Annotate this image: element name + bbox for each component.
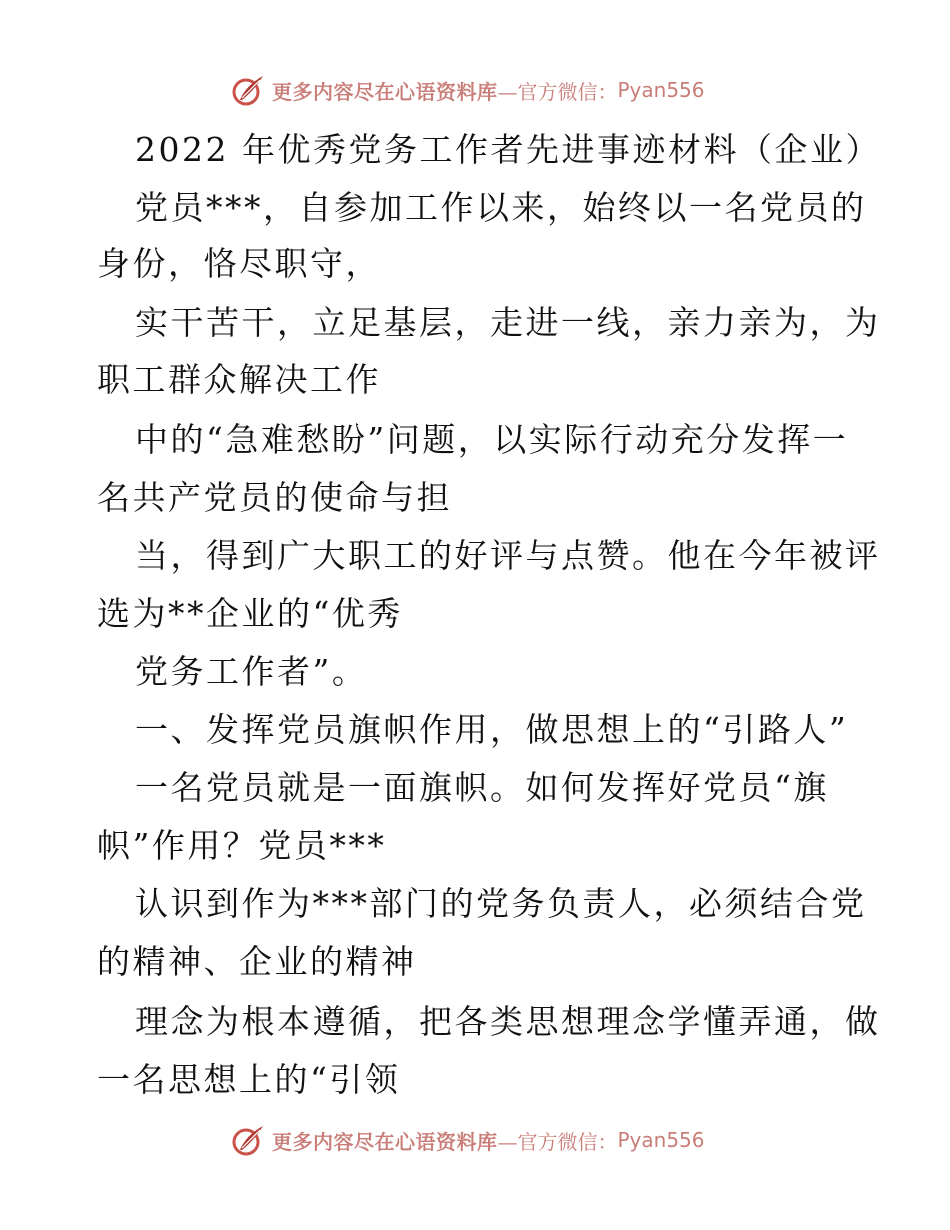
footer-contact-label: —官方微信： [497, 1129, 618, 1154]
paragraph-line: 帜”作用？党员*** [97, 826, 387, 865]
paragraph-line: 认识到作为***部门的党务负责人，必须结合党 [135, 884, 867, 923]
paragraph-line: 的精神、企业的精神 [97, 942, 417, 981]
section-heading: 一、发挥党员旗帜作用，做思想上的“引路人” [135, 710, 849, 749]
header-brand-text: 更多内容尽在心语资料库 [272, 79, 498, 104]
header-banner [230, 70, 705, 110]
paragraph-line: 中的“急难愁盼”问题，以实际行动充分发挥一 [135, 420, 849, 459]
footer-banner [230, 1120, 705, 1160]
paragraph-line: 职工群众解决工作 [97, 360, 381, 399]
header-wechat-id: Pyan556 [617, 78, 705, 102]
paragraph-line: 一名党员就是一面旗帜。如何发挥好党员“旗 [135, 768, 829, 807]
footer-brand-text: 更多内容尽在心语资料库 [272, 1129, 498, 1154]
paragraph-line: 选为**企业的“优秀 [97, 594, 403, 633]
document-title: 2022 年优秀党务工作者先进事迹材料（企业） [135, 130, 881, 169]
paragraph-line: 一名思想上的“引领 [97, 1060, 401, 1099]
footer-wechat-id: Pyan556 [617, 1128, 705, 1152]
quill-pen-logo-icon [230, 72, 266, 108]
paragraph-line: 实干苦干，立足基层，走进一线，亲力亲为，为 [135, 303, 881, 342]
paragraph-line: 党务工作者”。 [135, 652, 368, 691]
header-contact-label: —官方微信： [497, 79, 618, 104]
paragraph-line: 名共产党员的使命与担 [97, 478, 452, 517]
quill-pen-logo-icon [230, 1122, 266, 1158]
paragraph-line: 当，得到广大职工的好评与点赞。他在今年被评 [135, 536, 881, 575]
paragraph-line: 理念为根本遵循，把各类思想理念学懂弄通，做 [135, 1002, 881, 1041]
paragraph-line: 身份，恪尽职守， [97, 244, 381, 283]
paragraph-line: 党员***，自参加工作以来，始终以一名党员的 [135, 188, 867, 227]
